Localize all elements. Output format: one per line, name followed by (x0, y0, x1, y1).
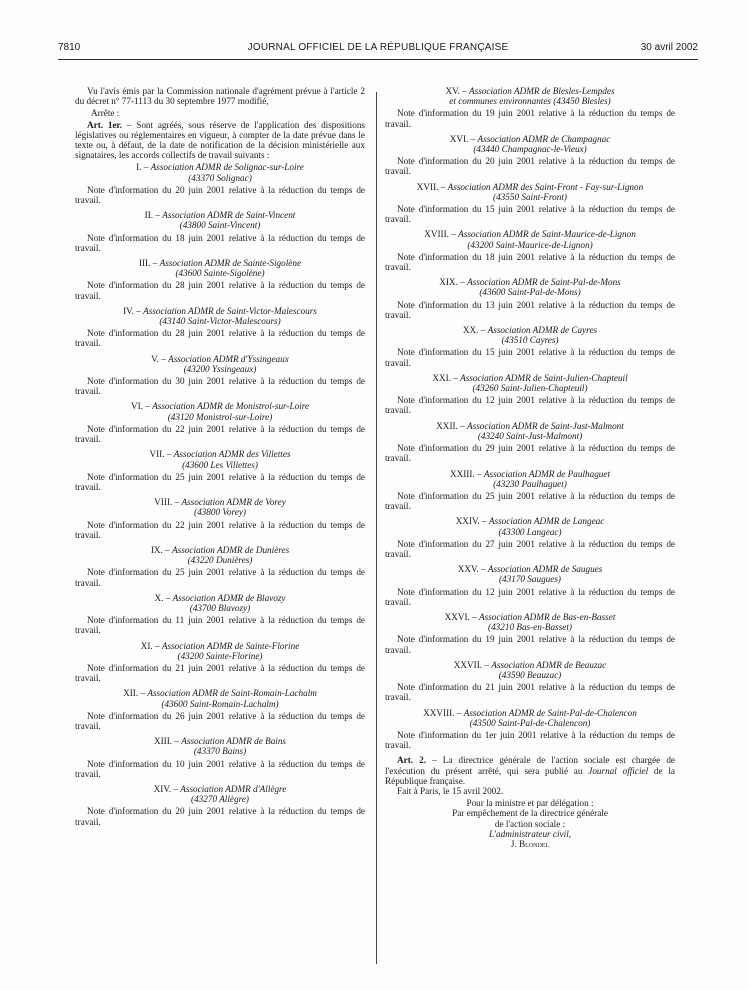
association-place: (43550 Saint-Front) (493, 191, 567, 202)
association-place: (43600 Saint-Romain-Lachalm) (161, 698, 279, 709)
agreement-entry (385, 182, 675, 225)
entry-heading (385, 660, 675, 680)
journal-title: JOURNAL OFFICIEL DE LA RÉPUBLIQUE FRANÇAISE (247, 42, 509, 53)
association-name: VII. – Association ADMR des Villettes (149, 449, 291, 460)
association-place: (43600 Saint-Pal-de-Mons) (479, 287, 581, 298)
association-place: (43590 Beauzac) (498, 669, 562, 680)
agreement-entry (385, 277, 675, 320)
agreement-entry (385, 469, 675, 512)
association-name: VIII. – Association ADMR de Vorey (154, 497, 286, 508)
agreement-entry (385, 660, 675, 703)
association-place: et communes environnantes (43450 Blesles) (449, 96, 611, 107)
association-name: I. – Association ADMR de Solignac-sur-Loire (136, 162, 304, 173)
entry-number: XXVIII. – (423, 707, 464, 718)
entry-note: Note d'information du 21 juin 2001 relative à la réduction du temps de travail. (75, 662, 365, 684)
association-place: (43170 Saugues) (498, 574, 561, 585)
entry-number: XXVII. – (453, 659, 492, 670)
entry-heading (75, 354, 365, 374)
entry-heading (385, 708, 675, 728)
entry-heading (75, 736, 365, 756)
agreement-entry (75, 258, 365, 301)
association-place: (43260 Saint-Julien-Chapteuil) (472, 383, 588, 394)
article-1 (75, 120, 365, 161)
issue-date: 30 avril 2002 (640, 42, 698, 53)
entry-number: XXV. – (457, 564, 488, 575)
association-place: (43230 Paulhaguet) (493, 478, 567, 489)
entry-number: VI. – (130, 401, 153, 412)
entry-heading (385, 277, 675, 297)
association-place: (43600 Sainte-Sigolène) (175, 268, 265, 279)
entry-heading (385, 612, 675, 632)
agreement-entry (75, 354, 365, 397)
association-name: XXIII. – Association ADMR de Paulhaguet (449, 468, 611, 479)
signature-title: L'administrateur civil, (488, 828, 572, 839)
association-place: (43200 Sainte-Florine) (177, 650, 263, 661)
association-name: XI. – Association ADMR de Sainte-Florine (140, 640, 300, 651)
page-number: 7810 (58, 42, 81, 53)
entry-note: Note d'information du 13 juin 2001 relative à la réduction du temps de travail. (385, 299, 675, 320)
entry-note: Note d'information du 15 juin 2001 relative à la réduction du temps de travail. (385, 204, 675, 225)
association-name: XVIII. – Association ADMR de Saint-Maurice-de-Lignon (424, 229, 636, 240)
entry-note: Note d'information du 29 juin 2001 relative à la réduction du temps de travail. (385, 443, 675, 464)
association-place: (43510 Cayres) (501, 335, 559, 346)
agreement-entry (385, 134, 675, 177)
association-place: (43200 Saint-Maurice-de-Lignon) (467, 239, 593, 250)
entry-note: Note d'information du 26 juin 2001 relative à la réduction du temps de travail. (75, 710, 365, 731)
right-entry-list (385, 86, 675, 750)
signatory-name: J. Blondel (510, 839, 550, 849)
agreement-entry (385, 373, 675, 416)
association-name: XIII. – Association ADMR de Bains (153, 736, 287, 747)
entry-note: Note d'information du 25 juin 2001 relative à la réduction du temps de travail. (75, 471, 365, 492)
association-place: (43140 Saint-Victor-Malescours) (159, 316, 281, 327)
entry-heading (75, 210, 365, 230)
entry-note: Note d'information du 12 juin 2001 relative à la réduction du temps de travail. (385, 586, 675, 607)
entry-heading (75, 641, 365, 661)
agreement-entry (75, 401, 365, 444)
entry-number: IV. – (123, 305, 144, 316)
entry-note: Note d'information du 25 juin 2001 relative à la réduction du temps de travail. (385, 490, 675, 512)
association-name: XXIV. – Association ADMR de Langeac (455, 516, 605, 527)
entry-heading (75, 497, 365, 517)
left-entry-list (75, 162, 365, 826)
agreement-entry (75, 545, 365, 588)
association-place: (43120 Monistrol-sur-Loire) (167, 411, 273, 422)
association-place: (43800 Saint-Vincent) (179, 220, 261, 231)
entry-heading (385, 86, 675, 106)
right-column (385, 86, 675, 849)
signature-block (385, 798, 675, 849)
entry-heading (385, 421, 675, 441)
association-name: IX. – Association ADMR de Dunières (150, 544, 290, 555)
agreement-entry (385, 708, 675, 751)
signature-line-2: Par empêchement de la directrice générale (452, 808, 608, 819)
association-place: (43270 Allègre) (191, 794, 249, 805)
entry-heading (75, 593, 365, 613)
entry-note: Note d'information du 18 juin 2001 relative à la réduction du temps de travail. (75, 232, 365, 253)
entry-number: XXVI. – (444, 611, 480, 622)
entry-note: Note d'information du 20 juin 2001 relative à la réduction du temps de travail. (75, 806, 365, 827)
entry-note: Note d'information du 10 juin 2001 relative à la réduction du temps de travail. (75, 758, 365, 779)
entry-note: Note d'information du 30 juin 2001 relative à la réduction du temps de travail. (75, 376, 365, 397)
journal-reference: Journal officiel (588, 765, 649, 776)
entry-note: Note d'information du 20 juin 2001 relative à la réduction du temps de travail. (75, 184, 365, 206)
entry-number: XXIII. – (449, 468, 484, 479)
association-place: (43700 Blavozy) (189, 602, 251, 613)
association-place: (43440 Champagnac-le-Vieux) (473, 144, 587, 155)
association-name: XV. – Association ADMR de Blesles-Lempdes (445, 86, 615, 96)
running-header (58, 42, 698, 56)
association-name: V. – Association ADMR d'Yssingeaux (151, 353, 289, 364)
entry-number: XXIV. – (455, 516, 489, 527)
association-name: XIX. – Association ADMR de Saint-Pal-de-Mons (439, 277, 621, 288)
entry-note: Note d'information du 15 juin 2001 relative à la réduction du temps de travail. (385, 347, 675, 368)
article-1-label: Art. 1er. (87, 119, 123, 130)
agreement-entry (385, 564, 675, 607)
entry-number: II. – (144, 210, 163, 221)
agreement-entry (75, 641, 365, 684)
entry-number: XXI. – (432, 372, 461, 383)
entry-note: Note d'information du 11 juin 2001 relative à la réduction du temps de travail. (75, 615, 365, 636)
entry-number: XVIII. – (424, 229, 459, 240)
association-place: (43600 Les Villettes) (182, 459, 258, 470)
arrete-line: Arrête : (91, 108, 120, 119)
entry-number: V. – (151, 353, 169, 364)
entry-heading (385, 182, 675, 202)
entry-note: Note d'information du 12 juin 2001 relative à la réduction du temps de travail. (385, 395, 675, 416)
entry-heading (385, 134, 675, 154)
entry-number: XII. – (123, 688, 148, 699)
entry-number: III. – (138, 258, 160, 269)
entry-heading (75, 545, 365, 565)
association-name: XXV. – Association ADMR de Saugues (457, 564, 603, 575)
header-rule (58, 59, 698, 60)
association-place: (43500 Saint-Pal-de-Chalencon) (469, 717, 591, 728)
left-column (75, 86, 365, 832)
agreement-entry (385, 612, 675, 655)
entry-heading (385, 516, 675, 536)
association-name: IV. – Association ADMR de Saint-Victor-Malescours (123, 305, 317, 316)
association-name: XVI. – Association ADMR de Champagnac (449, 133, 611, 144)
entry-number: XIX. – (439, 277, 468, 288)
entry-number: XI. – (140, 640, 162, 651)
association-name: III. – Association ADMR de Sainte-Sigolène (138, 258, 302, 269)
entry-heading (75, 162, 365, 182)
entry-heading (75, 258, 365, 278)
agreement-entry (75, 784, 365, 827)
association-name: XVII. – Association ADMR des Saint-Front - Fay-sur-Lignon (416, 181, 644, 192)
entry-note: Note d'information du 19 juin 2001 relative à la réduction du temps de travail. (385, 634, 675, 655)
entry-note: Note d'information du 22 juin 2001 relative à la réduction du temps de travail. (75, 423, 365, 445)
association-name: XII. – Association ADMR de Saint-Romain-Lachalm (123, 688, 317, 699)
entry-note: Note d'information du 21 juin 2001 relative à la réduction du temps de travail. (385, 682, 675, 703)
agreement-entry (75, 497, 365, 540)
signature-line-3: de l'action sociale : (494, 818, 566, 829)
entry-heading (385, 469, 675, 489)
entry-number: XIII. – (153, 736, 182, 747)
agreement-entry (385, 421, 675, 464)
association-name: II. – Association ADMR de Saint-Vincent (144, 210, 296, 221)
entry-heading (75, 306, 365, 326)
entry-number: XVII. – (416, 181, 448, 192)
association-place: (43300 Langeac) (498, 526, 562, 537)
article-1-text: – Sont agréés, sous réserve de l'application des dispositions législatives ou réglementaires en vigueur, à compter de la date prévue dans le texte ou, à défaut, de la date de notification de la décision ministérielle aux signataires, les accords collectifs de travail suivants : (75, 119, 365, 161)
agreement-entry (75, 306, 365, 349)
association-name: XXVIII. – Association ADMR de Saint-Pal-de-Chalencon (423, 707, 637, 718)
agreement-entry (75, 688, 365, 731)
entry-number: VII. – (149, 449, 174, 460)
entry-number: XIV. – (153, 783, 181, 794)
entry-heading (75, 449, 365, 469)
association-place: (43210 Bas-en-Basset) (488, 622, 572, 633)
association-place: (43220 Dunières) (187, 555, 253, 566)
entry-heading (385, 373, 675, 393)
vu-paragraph: Vu l'avis émis par la Commission nationale d'agrément prévue à l'article 2 du décret n° 77-1113 du 30 septembre 1977 modifié, (75, 86, 365, 107)
agreement-entry (385, 86, 675, 129)
entry-note: Note d'information du 25 juin 2001 relative à la réduction du temps de travail. (75, 567, 365, 588)
agreement-entry (385, 229, 675, 272)
entry-heading (385, 229, 675, 249)
entry-number: XX. – (462, 325, 488, 336)
agreement-entry (385, 516, 675, 559)
fait-line: Fait à Paris, le 15 avril 2002. (397, 785, 504, 796)
article-2-label: Art. 2. (397, 755, 427, 766)
association-name: XIV. – Association ADMR d'Allègre (153, 783, 287, 794)
agreement-entry (75, 736, 365, 779)
entry-heading (75, 688, 365, 708)
association-place: (43370 Bains) (193, 746, 247, 757)
association-name: XXVI. – Association ADMR de Bas-en-Basset (444, 611, 616, 622)
entry-note: Note d'information du 28 juin 2001 relative à la réduction du temps de travail. (75, 280, 365, 301)
agreement-entry (75, 210, 365, 253)
entry-note: Note d'information du 18 juin 2001 relative à la réduction du temps de travail. (385, 251, 675, 273)
association-name: VI. – Association ADMR de Monistrol-sur-Loire (130, 401, 310, 412)
agreement-entry (385, 325, 675, 368)
association-place: (43800 Vorey) (194, 507, 246, 518)
association-name: XX. – Association ADMR de Cayres (462, 325, 598, 336)
entry-number: XV. – (445, 86, 470, 96)
entry-note: Note d'information du 19 juin 2001 relative à la réduction du temps de travail. (385, 108, 675, 129)
association-name: X. – Association ADMR de Blavozy (154, 592, 286, 603)
association-place: (43240 Saint-Just-Malmont) (477, 430, 583, 441)
association-name: XXI. – Association ADMR de Saint-Julien-Chapteuil (432, 372, 628, 383)
entry-heading (385, 325, 675, 345)
association-name: XXVII. – Association ADMR de Beauzac (453, 659, 607, 670)
association-name: XXII. – Association ADMR de Saint-Just-Malmont (436, 420, 624, 431)
entry-note: Note d'information du 27 juin 2001 relative à la réduction du temps de travail. (385, 538, 675, 559)
signature-line-1: Pour la ministre et par délégation : (466, 798, 594, 809)
entry-number: I. – (136, 162, 151, 173)
entry-number: XXII. – (436, 420, 468, 431)
entry-note: Note d'information du 1er juin 2001 relative à la réduction du temps de travail. (385, 729, 675, 751)
entry-number: IX. – (150, 544, 173, 555)
agreement-entry (75, 593, 365, 636)
entry-heading (75, 784, 365, 804)
entry-note: Note d'information du 28 juin 2001 relative à la réduction du temps de travail. (75, 328, 365, 349)
article-2: Art. 2. – La directrice générale de l'action sociale est chargée de l'exécution du présent arrêté, qui sera publié au Journal officiel de la République française. (385, 755, 675, 786)
entry-note: Note d'information du 22 juin 2001 relative à la réduction du temps de travail. (75, 519, 365, 540)
entry-heading (75, 401, 365, 421)
column-divider (376, 92, 377, 964)
entry-number: X. – (154, 592, 173, 603)
agreement-entry (75, 162, 365, 205)
entry-number: VIII. – (154, 497, 182, 508)
entry-note: Note d'information du 20 juin 2001 relative à la réduction du temps de travail. (385, 156, 675, 177)
association-place: (43370 Solignac) (188, 172, 252, 183)
association-place: (43200 Yssingeaux) (183, 363, 257, 374)
entry-heading (385, 564, 675, 584)
agreement-entry (75, 449, 365, 492)
entry-number: XVI. – (449, 133, 478, 144)
